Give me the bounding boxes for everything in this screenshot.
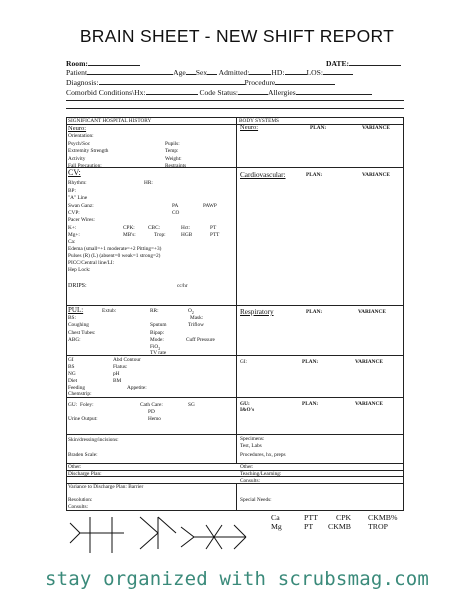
comorbid-label: Comorbid Conditions\Hx: bbox=[66, 88, 146, 97]
pul-title: PUL: bbox=[68, 306, 84, 314]
age-label: Age bbox=[173, 68, 186, 77]
respiratory-label: Respiratory bbox=[240, 308, 274, 316]
cv-trop: Trop: bbox=[154, 232, 166, 238]
gi-bm: BM bbox=[113, 378, 122, 384]
room-label: Room: bbox=[66, 59, 88, 68]
gi-abd: Abd Contour bbox=[113, 357, 141, 363]
plan-label: PLAN: bbox=[310, 125, 327, 131]
gi-ph: pH bbox=[113, 371, 120, 377]
neuro-temp: Temp: bbox=[165, 148, 179, 154]
cv-pulses: Pulses (R) (L) (absent=0 weak=1 strong=2) bbox=[68, 253, 161, 259]
neuro-psych: Psych/Soc bbox=[68, 141, 91, 147]
variance-label: VARIANCE bbox=[355, 401, 383, 407]
teaching-label: Teaching/Learning: bbox=[240, 471, 282, 477]
column-divider bbox=[236, 117, 237, 463]
cv-pt: PT bbox=[210, 225, 217, 231]
teaching-consults: Consults: bbox=[240, 478, 261, 484]
allergies-label: Allergies bbox=[268, 88, 296, 97]
pul-rr: RR: bbox=[150, 308, 159, 314]
gu-foley: Foley: bbox=[80, 402, 94, 408]
cv-cchr: cc/hr bbox=[177, 283, 188, 289]
divider bbox=[66, 397, 404, 398]
lab-pt: PT bbox=[304, 522, 314, 531]
hd-input[interactable] bbox=[285, 67, 307, 75]
tests-label: Test, Labs bbox=[240, 443, 262, 449]
pul-tvrate: TV rate bbox=[150, 350, 167, 356]
admitted-input[interactable] bbox=[249, 67, 271, 75]
special-needs: Special Needs: bbox=[240, 497, 272, 503]
lab-cpk: CPK bbox=[336, 513, 352, 522]
cv-rhythm: Rhythm: bbox=[68, 180, 87, 186]
date-label: DATE: bbox=[326, 59, 350, 68]
neuro-orientation: Orientation: bbox=[68, 133, 94, 139]
divider bbox=[66, 463, 404, 464]
pul-bipap: Bipap: bbox=[150, 330, 165, 336]
gu-urine: Urine Output: bbox=[68, 416, 98, 422]
electrolyte-fishbone[interactable] bbox=[181, 525, 246, 549]
fio2-label: FiO bbox=[150, 344, 159, 350]
neuro-title: Neuro: bbox=[68, 125, 87, 132]
comorbid-row bbox=[66, 87, 372, 98]
diagnosis-input[interactable] bbox=[99, 77, 245, 85]
lab-ca: Ca bbox=[271, 513, 280, 522]
neuro-system-label: Neuro: bbox=[240, 124, 259, 131]
pul-chest: Chest Tubes: bbox=[68, 330, 96, 336]
cv-cvp: CVP: bbox=[68, 210, 80, 216]
lab-ckmb-pct: CKMB% bbox=[368, 513, 398, 522]
code-status-label: Code Status: bbox=[199, 88, 239, 97]
cv-bp: BP: bbox=[68, 188, 76, 194]
cv-hgb: HGB bbox=[181, 232, 193, 238]
cv-pacer: Pacer Wires: bbox=[68, 217, 95, 223]
braden-label: Braden Scale: bbox=[68, 452, 98, 458]
discharge-consults: Consults: bbox=[68, 504, 89, 510]
procedure-input[interactable] bbox=[275, 77, 335, 85]
gi-diet: Diet bbox=[68, 378, 78, 384]
gi-feeding: Feeding bbox=[68, 385, 86, 391]
resolution-label: Resolution: bbox=[68, 497, 93, 503]
cv-cpk: CPK: bbox=[123, 225, 135, 231]
cv-pa: PA bbox=[172, 203, 179, 209]
cv-aline: "A" Line bbox=[68, 195, 88, 201]
divider bbox=[66, 470, 404, 471]
footer-tagline: stay organized with scrubsmag.com bbox=[44, 568, 430, 590]
patient-input[interactable] bbox=[87, 67, 173, 75]
cv-system-label: Cardiovascular: bbox=[240, 171, 286, 179]
neuro-fall: Fall Precaution: bbox=[68, 163, 102, 169]
lab-ckmb: CKMB bbox=[328, 522, 351, 531]
gu-cath: Cath Care: bbox=[140, 402, 163, 408]
cv-k: K+: bbox=[68, 225, 77, 231]
variance-label: VARIANCE bbox=[358, 309, 386, 315]
plan-label: PLAN: bbox=[306, 172, 323, 178]
pul-abg: ABG: bbox=[68, 337, 81, 343]
gi-chemstrip: Chemstrip: bbox=[68, 391, 92, 397]
blank-line[interactable] bbox=[66, 108, 404, 109]
page-title: BRAIN SHEET - NEW SHIFT REPORT bbox=[79, 26, 395, 46]
variance-label: VARIANCE bbox=[355, 359, 383, 365]
lab-mg: Mg bbox=[271, 522, 282, 531]
sex-label: Sex bbox=[195, 68, 208, 77]
los-label: LOS: bbox=[306, 68, 323, 77]
variance-discharge: Variance to Discharge Plan: Barrier bbox=[68, 484, 144, 490]
pul-triflow: Triflow bbox=[188, 322, 204, 328]
neuro-activity: Activity bbox=[68, 156, 86, 162]
divider bbox=[66, 355, 404, 356]
los-input[interactable] bbox=[323, 67, 353, 75]
cv-swan: Swan Ganz: bbox=[68, 203, 94, 209]
neuro-strength: Extremity Strength bbox=[68, 148, 109, 154]
diagnosis-label: Diagnosis: bbox=[66, 78, 99, 87]
pul-o2: $O_2$ bbox=[188, 308, 194, 316]
allergies-input[interactable] bbox=[296, 87, 372, 95]
gu-label: GU: bbox=[68, 402, 78, 408]
history-header: SIGNIFICANT HOSPITAL HISTORY bbox=[68, 118, 152, 124]
admitted-label: Admitted: bbox=[218, 68, 250, 77]
gi-label: GI bbox=[68, 357, 74, 363]
io-label: I&O's bbox=[240, 407, 255, 413]
gi-bs: BS bbox=[68, 364, 75, 370]
pul-mask: Mask: bbox=[190, 315, 204, 321]
procedure-label: Procedure bbox=[244, 78, 276, 87]
plan-label: PLAN: bbox=[302, 359, 319, 365]
column-divider bbox=[236, 483, 237, 511]
pul-extub: Extub: bbox=[102, 308, 117, 314]
divider bbox=[66, 434, 404, 435]
gi-flatus: Flatus: bbox=[113, 364, 128, 370]
cv-hct: Hct: bbox=[181, 225, 191, 231]
lab-ptt: PTT bbox=[304, 513, 318, 522]
divider bbox=[66, 476, 404, 477]
code-status-input[interactable] bbox=[238, 87, 268, 95]
cv-mg: Mg+: bbox=[68, 232, 80, 238]
cv-picc: PICC/Central line/LI: bbox=[68, 260, 115, 266]
patient-label: Patient bbox=[66, 68, 88, 77]
pul-mode: Mode: bbox=[150, 337, 164, 343]
lab-fishbone-diagrams bbox=[66, 513, 266, 557]
gi-ng: NG bbox=[68, 371, 76, 377]
cv-cbc: CBC: bbox=[148, 225, 161, 231]
specimens-label: Specimens: bbox=[240, 436, 265, 442]
variance-label: VARIANCE bbox=[362, 125, 390, 131]
hd-label: HD: bbox=[271, 68, 285, 77]
cbc-fishbone[interactable] bbox=[140, 517, 176, 549]
variance-label: VARIANCE bbox=[362, 172, 390, 178]
report-grid bbox=[66, 117, 404, 511]
pul-sputum: Sputum bbox=[150, 322, 167, 328]
lab-trop: TROP bbox=[368, 522, 388, 531]
gu-hemo: Hemo bbox=[148, 416, 161, 422]
neuro-pupils: Pupils: bbox=[165, 141, 180, 147]
other-left: Other: bbox=[68, 464, 82, 470]
cv-pawp: PAWP bbox=[203, 203, 217, 209]
pul-cuff: Cuff Pressure bbox=[186, 337, 215, 343]
cv-title: CV: bbox=[68, 168, 81, 177]
body-systems-header: BODY SYSTEMS bbox=[239, 118, 279, 124]
gi-system-label: GI: bbox=[240, 359, 248, 365]
cv-mbs: MB's: bbox=[123, 232, 136, 238]
plan-label: PLAN: bbox=[302, 401, 319, 407]
cv-co: CO bbox=[172, 210, 180, 216]
cv-drips: DRIPS: bbox=[68, 283, 87, 289]
pul-coughing: Coughing bbox=[68, 322, 89, 328]
gu-system-label: GU: bbox=[240, 401, 250, 407]
cv-heplock: Hep Lock: bbox=[68, 267, 91, 273]
other-right: Other: bbox=[240, 464, 254, 470]
neuro-weight: Weight: bbox=[165, 156, 182, 162]
pul-fio2: FiO$_2$ bbox=[150, 344, 161, 352]
gi-appetite: Appetite: bbox=[127, 385, 147, 391]
neuro-restraints: Restraints bbox=[165, 163, 187, 169]
blank-line[interactable] bbox=[66, 100, 404, 101]
cv-ptt: PTT bbox=[210, 232, 220, 238]
plan-label: PLAN: bbox=[306, 309, 323, 315]
discharge-label: Discharge Plan: bbox=[68, 471, 102, 477]
age-input[interactable] bbox=[186, 67, 196, 75]
bmp-fishbone[interactable] bbox=[70, 517, 124, 553]
skin-label: Skin/dressing/incisions: bbox=[68, 437, 119, 443]
procedures-label: Procedures, hx, preps bbox=[240, 452, 286, 458]
comorbid-input[interactable] bbox=[146, 87, 198, 95]
cv-ca: Ca: bbox=[68, 239, 76, 245]
divider bbox=[66, 305, 404, 306]
gu-sg: SG bbox=[188, 402, 195, 408]
gu-pd: PD bbox=[148, 409, 155, 415]
divider bbox=[66, 167, 404, 168]
cv-edema: Edema (small=+1 moderate=+2 Pitting=+3) bbox=[68, 246, 162, 252]
pul-bs: BS: bbox=[68, 315, 76, 321]
o2-label: O bbox=[188, 308, 192, 314]
sex-input[interactable] bbox=[207, 67, 217, 75]
cv-hr: HR: bbox=[144, 180, 153, 186]
